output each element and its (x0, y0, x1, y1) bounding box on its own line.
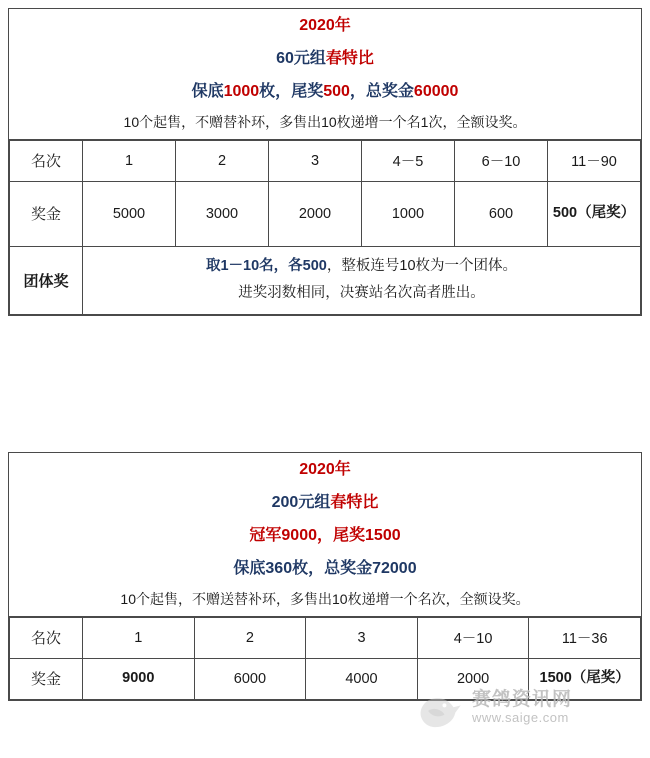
card1-prize-label: 奖金 (10, 181, 83, 246)
card2-prize-cell-1: 9000 (83, 658, 195, 699)
watermark-url: www.saige.com (472, 710, 569, 725)
prize-card-60yuan (8, 8, 642, 316)
card1-team-text-3: ，整板连号10枚为一个团体。 (326, 257, 518, 274)
card1-prize-table (9, 140, 641, 315)
card2-rank-cell-4: 4－10 (417, 617, 529, 658)
card2-rank-cell-1: 1 (83, 617, 195, 658)
card1-rank-label: 名次 (10, 140, 83, 181)
card1-year: 2020年 (299, 17, 351, 34)
card1-header (9, 9, 641, 140)
card2-tail-value: 1500 (365, 527, 401, 544)
card2-group-amount: 200 (271, 494, 299, 511)
card1-rank-cell-4: 4－5 (362, 140, 455, 181)
card1-team-amount: 500 (302, 257, 327, 274)
card2-rank-label: 名次 (10, 617, 83, 658)
card1-team-text-2: 名，各 (259, 257, 303, 274)
card1-guarantee-value-3: 60000 (413, 83, 459, 100)
card1-group-unit: 元组 (293, 50, 326, 67)
card2-champion-label: 冠军 (249, 527, 282, 544)
card2-prize-row (10, 658, 641, 699)
card2-tail-label: ，尾奖 (317, 527, 366, 544)
card1-team-row (10, 246, 641, 314)
card1-rank-cell-3: 3 (269, 140, 362, 181)
card2-guarantee-value-2: 72000 (372, 560, 417, 577)
card1-team-line2: 进奖羽数相同，决赛站名次高者胜出。 (238, 285, 485, 302)
card2-prize-table (9, 617, 641, 700)
card2-group-title (9, 486, 641, 519)
card1-prize-cell-3: 2000 (269, 181, 362, 246)
card1-team-range: 1－10 (220, 257, 260, 274)
card2-note: 10个起售，不赠送替补环，多售出10枚递增一个名次，全额设奖。 (9, 585, 641, 617)
card1-team-text-1: 取 (205, 257, 221, 274)
card2-prize-cell-3: 4000 (306, 658, 418, 699)
card1-prize-cell-6: 500（尾奖） (548, 181, 641, 246)
card1-prize-row (10, 181, 641, 246)
card2-prize-cell-4: 2000 (417, 658, 529, 699)
card2-prize-cell-5: 1500（尾奖） (529, 658, 641, 699)
card2-guarantee-line (9, 552, 641, 585)
card2-guarantee-text-1: 保底 (233, 560, 266, 577)
card1-rank-row (10, 140, 641, 181)
card1-prize-cell-1: 5000 (83, 181, 176, 246)
card1-team-label: 团体奖 (10, 246, 83, 314)
card2-guarantee-value-1: 360 (265, 560, 293, 577)
card2-group-event: 春特比 (330, 494, 379, 511)
card1-guarantee-text-1: 保底 (191, 83, 224, 100)
card1-team-line1 (85, 253, 638, 281)
card2-rank-cell-5: 11－36 (529, 617, 641, 658)
card1-prize-cell-5: 600 (455, 181, 548, 246)
card1-rank-cell-6: 11－90 (548, 140, 641, 181)
card2-year: 2020年 (299, 461, 351, 478)
card2-header (9, 453, 641, 617)
card1-guarantee-value-2: 500 (323, 83, 350, 100)
card1-rank-cell-5: 6－10 (455, 140, 548, 181)
card2-group-unit: 元组 (298, 494, 331, 511)
card1-guarantee-value-1: 1000 (223, 83, 260, 100)
watermark-title: 赛鸽资讯网 (472, 689, 573, 710)
card1-prize-cell-2: 3000 (176, 181, 269, 246)
card1-team-content (83, 246, 641, 314)
card2-rank-cell-3: 3 (306, 617, 418, 658)
card1-group-title (9, 42, 641, 75)
card2-prize-cell-2: 6000 (194, 658, 306, 699)
card1-prize-cell-4: 1000 (362, 181, 455, 246)
card2-champion-value: 9000 (281, 527, 317, 544)
card2-rank-cell-2: 2 (194, 617, 306, 658)
card1-rank-cell-2: 2 (176, 140, 269, 181)
card1-group-event: 春特比 (325, 50, 374, 67)
prize-card-200yuan (8, 452, 642, 701)
card2-champion-line (9, 519, 641, 552)
card1-rank-cell-1: 1 (83, 140, 176, 181)
card2-guarantee-text-2: 枚，总奖金 (292, 560, 373, 577)
card1-guarantee-line (9, 75, 641, 108)
card1-guarantee-text-4: ，总奖金 (349, 83, 414, 100)
card2-prize-label: 奖金 (10, 658, 83, 699)
card1-guarantee-text-3: 尾奖 (291, 83, 324, 100)
card2-rank-row (10, 617, 641, 658)
card1-group-amount: 60 (276, 50, 294, 67)
card1-note: 10个起售，不赠替补环，多售出10枚递增一个名1次，全额设奖。 (9, 108, 641, 140)
card1-guarantee-text-2: 枚， (259, 83, 292, 100)
